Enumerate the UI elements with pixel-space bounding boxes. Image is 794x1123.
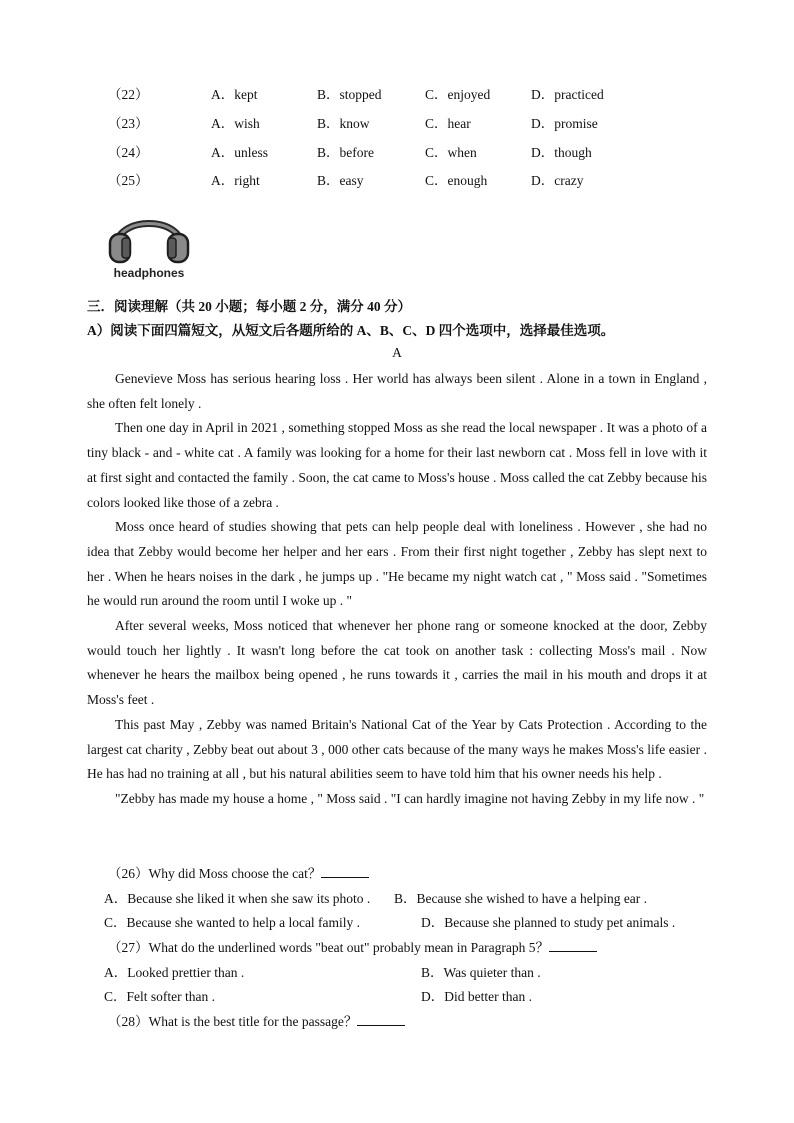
option-a: A．unless [211,145,268,160]
question-number: （22） [108,87,149,102]
option-d: D．practiced [531,87,604,102]
q26-option-a[interactable]: A．Because she liked it when she saw its photo . [104,891,371,906]
paragraph-5: This past May , Zebby was named Britain's National Cat of the Year by Cats Protection . According to the largest cat charity , Zebby beat out about 3 , 000 other cats because of the many ways he makes Moss's life easier . He has had no training at all , but his natural abilities seem to have told him that his owner needs his help . [87,716,707,782]
option-b: B．know [317,116,370,131]
option-a: A．right [211,173,260,188]
paragraph-1: Genevieve Moss has serious hearing loss . Her world has always been silent . Alone in a town in England , she often felt lonely . [87,371,707,411]
options-row-25 [0,169,794,191]
option-c: C．when [425,145,477,160]
q27-option-a[interactable]: A．Looked prettier than . [104,965,245,980]
paragraph-4: After several weeks, Moss noticed that whenever her phone rang or someone knocked at the door, Zebby would touch her lightly . It wasn't long before the cat took on another task : collecting Moss's mail . Now whenever he hears the mailbox being opened , he runs towards it , carries the mail in his mouth and drops it at Moss's feet . [87,618,707,708]
paragraph-3: Moss once heard of studies showing that pets can help people deal with loneliness . However , she had no idea that Zebby would become her helper and her ears . From their first night together , Zebby has slept next to her . When he hears noises in the dark , he jumps up . "He became my night watch cat , " Moss said . "Sometimes he would run around the room until I woke up . " [87,519,707,609]
option-c: C．hear [425,116,471,131]
option-c: C．enough [425,173,488,188]
q26-option-d[interactable]: D．Because she planned to study pet animals . [421,915,676,930]
option-b: B．stopped [317,87,382,102]
question-stem: （28）What is the best title for the passage？ [108,1014,358,1029]
question-stem: （27）What do the underlined words "beat out" probably mean in Paragraph 5？ [108,940,550,955]
question-27 [108,936,597,956]
option-a: A．wish [211,116,260,131]
section-title: 三．阅读理解（共 20 小题；每小题 2 分，满分 40 分） [87,299,411,314]
option-c: C．enjoyed [425,87,491,102]
q27-option-c[interactable]: C．Felt softer than . [104,989,215,1004]
q27-option-b[interactable]: B．Was quieter than . [421,965,541,980]
question-number: （23） [108,116,149,131]
answer-blank[interactable] [357,1013,405,1026]
question-stem: （26）Why did Moss choose the cat？ [108,866,322,881]
passage-letter: A [392,345,402,360]
q26-option-c[interactable]: C．Because she wanted to help a local family . [104,915,361,930]
option-b: B．before [317,145,374,160]
options-row-22 [0,83,794,105]
headphones-caption: headphones [113,266,185,280]
option-d: D．though [531,145,592,160]
headphones-image [104,200,194,284]
option-a: A．kept [211,87,258,102]
option-b: B．easy [317,173,364,188]
option-d: D．promise [531,116,598,131]
paragraph-2: Then one day in April in 2021 , something stopped Moss as she read the local newspaper . It was a photo of a tiny black - and - white cat . A family was looking for a home for their last newborn cat . Moss fell in love with it at first sight and contacted the family . Soon, the cat came to Moss's house . Moss called the cat Zebby because his colors looked like those of a zebra . [87,420,707,510]
answer-blank[interactable] [321,865,369,878]
question-number: （25） [108,173,149,188]
question-26 [108,862,369,882]
paragraph-6: "Zebby has made my house a home , " Moss said . "I can hardly imagine not having Zebby in my life now . " [115,790,705,806]
question-number: （24） [108,145,149,160]
q27-option-d[interactable]: D．Did better than . [421,989,532,1004]
answer-blank[interactable] [549,939,597,952]
options-row-24 [0,141,794,163]
reading-passage [87,367,707,812]
q26-option-b[interactable]: B．Because she wished to have a helping ear . [394,891,648,906]
section-instruction: A）阅读下面四篇短文，从短文后各题所给的 A、B、C、D 四个选项中，选择最佳选项。 [87,323,615,338]
option-d: D．crazy [531,173,584,188]
headphones-icon [104,200,194,266]
options-row-23 [0,112,794,134]
question-28 [108,1010,405,1030]
